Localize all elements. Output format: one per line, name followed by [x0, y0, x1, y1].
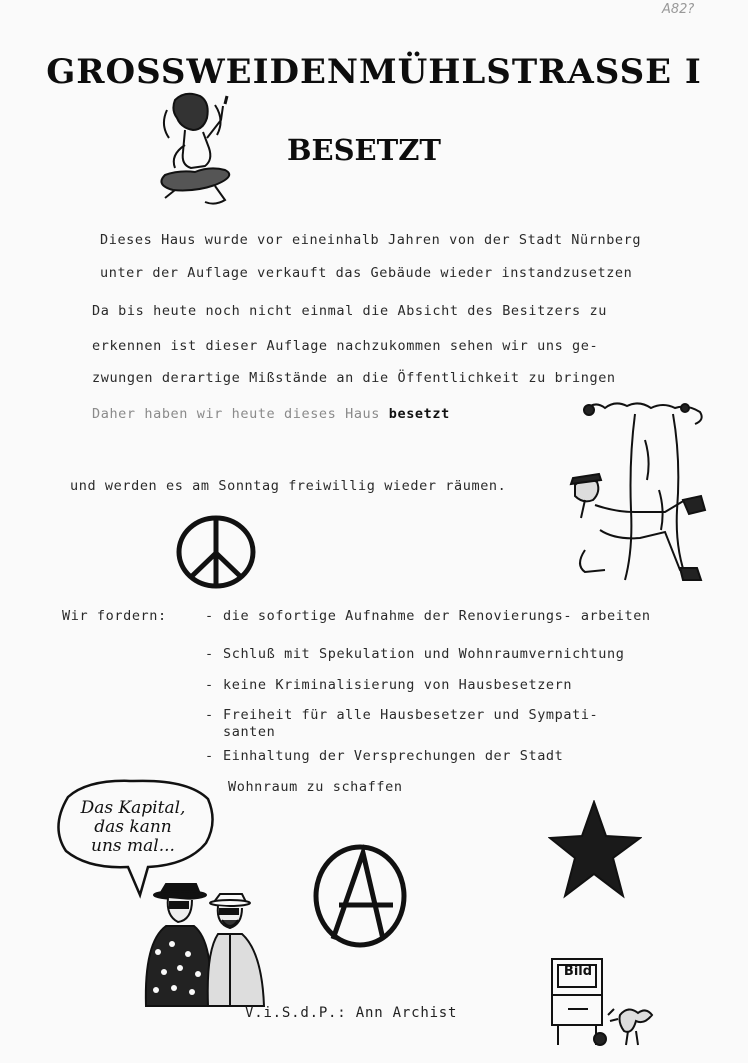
capitalists-cartoon — [138, 882, 273, 1007]
body-line-5: zwungen derartige Mißstände an die Öffentlichkeit zu bringen — [92, 370, 616, 386]
demand-dash: - — [205, 646, 214, 662]
body-line-7: und werden es am Sonntag freiwillig wieder räumen. — [70, 478, 507, 494]
demand-text: die sofortige Aufnahme der Renovierungs- arbeiten — [223, 608, 651, 624]
body-line-6-faint: Daher haben wir heute dieses Haus — [92, 406, 381, 422]
demand-text: keine Kriminalisierung von Hausbesetzern — [223, 677, 573, 693]
demand-text: Freiheit für alle Hausbesetzer und Sympati- santen — [223, 707, 599, 740]
demand-text: Einhaltung der Versprechungen der Stadt — [223, 748, 564, 764]
speech-bubble-line-3: uns mal... — [91, 836, 175, 856]
body-line-2: unter der Auflage verkauft das Gebäude wieder instandzusetzen — [100, 265, 633, 281]
demand-dash: - — [205, 748, 214, 764]
bild-logo-text: Bild — [563, 964, 593, 979]
speech-bubble-line-1: Das Kapital, — [80, 798, 186, 818]
demand-continuation: Wohnraum zu schaffen — [228, 779, 403, 795]
speech-bubble-line-2: das kann — [94, 817, 172, 837]
speech-bubble-text — [58, 799, 208, 856]
tree-policeman-cartoon — [555, 400, 715, 585]
black-star-icon — [548, 800, 642, 900]
body-line-6-besetzt: besetzt — [388, 406, 450, 422]
demands-label: Wir fordern: — [62, 608, 167, 624]
body-line-3: Da bis heute noch nicht einmal die Absicht des Besitzers zu — [92, 303, 607, 319]
demand-text: Schluß mit Spekulation und Wohnraumvernichtung — [223, 646, 625, 662]
demand-item-4 — [0, 707, 748, 747]
demand-dash: - — [205, 707, 214, 723]
demand-dash: - — [205, 608, 214, 624]
demand-item-5 — [0, 748, 748, 768]
handwritten-annotation: A82? — [662, 2, 695, 17]
body-line-1: Dieses Haus wurde vor eineinhalb Jahren von der Stadt Nürnberg — [100, 232, 642, 248]
body-line-6 — [92, 406, 450, 422]
page-subtitle: BESETZT — [287, 133, 441, 167]
anarchy-symbol — [311, 843, 409, 949]
peace-symbol — [174, 513, 258, 591]
page-title: GROSSWEIDENMÜHLSTRASSE I — [46, 52, 702, 92]
demand-item-2 — [0, 646, 748, 666]
demand-item-1 — [0, 608, 748, 648]
sitting-figure-illustration — [145, 90, 245, 215]
body-line-4: erkennen ist dieser Auflage nachzukommen sehen wir uns ge- — [92, 338, 599, 354]
imprint-footer: V.i.S.d.P.: Ann Archist — [245, 1005, 458, 1021]
demand-dash: - — [205, 677, 214, 693]
demand-item-3 — [0, 677, 748, 697]
